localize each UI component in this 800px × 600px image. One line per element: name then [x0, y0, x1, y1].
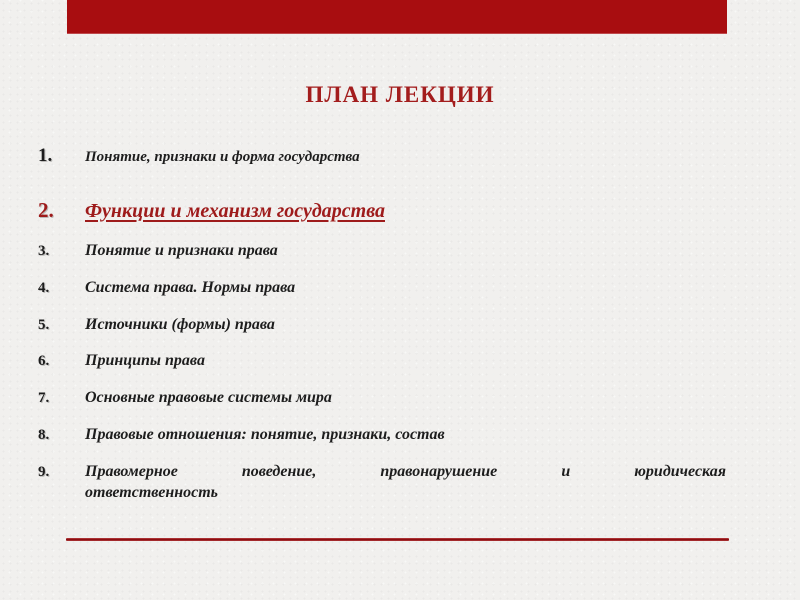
list-item-text: Принципы права	[85, 352, 205, 370]
list-item-text	[85, 462, 726, 504]
list-item-text: Функции и механизм государства	[85, 199, 385, 222]
list-item-number: 1.	[38, 145, 53, 166]
list-item-number: 6.	[38, 353, 50, 370]
list-item-emphasized	[38, 197, 726, 224]
list-item-text: Понятие и признаки права	[85, 241, 278, 259]
list-item-number: 3.	[38, 242, 50, 259]
list-item-text: Источники (формы) права	[85, 315, 275, 333]
list-item-number: 7.	[38, 390, 50, 407]
footer-divider	[66, 538, 729, 541]
list-item	[38, 278, 726, 299]
list-item	[38, 351, 726, 372]
list-item	[38, 462, 726, 504]
list-item	[38, 425, 726, 446]
lecture-plan-list	[38, 144, 726, 503]
list-item-number: 8.	[38, 426, 50, 443]
list-item-text: Понятие, признаки и форма государства	[85, 149, 360, 165]
list-item-number: 5.	[38, 316, 50, 333]
list-item	[38, 241, 726, 262]
list-item-number: 2.	[38, 197, 54, 222]
list-item-text-line1: Правомерное поведение, правонарушение и юридическая	[85, 462, 726, 480]
list-item-text: Основные правовые системы мира	[85, 389, 332, 407]
list-item	[38, 388, 726, 409]
list-item	[38, 315, 726, 336]
header-bar	[67, 0, 727, 34]
list-item	[38, 144, 726, 169]
list-item-number: 4.	[38, 279, 50, 296]
list-item-text: Правовые отношения: понятие, признаки, состав	[85, 425, 445, 443]
list-item-text: Система права. Нормы права	[85, 278, 296, 296]
list-item-number: 9.	[38, 463, 50, 480]
list-item-text-line2: ответственность	[85, 483, 218, 501]
slide-title: ПЛАН ЛЕКЦИИ	[305, 82, 495, 107]
